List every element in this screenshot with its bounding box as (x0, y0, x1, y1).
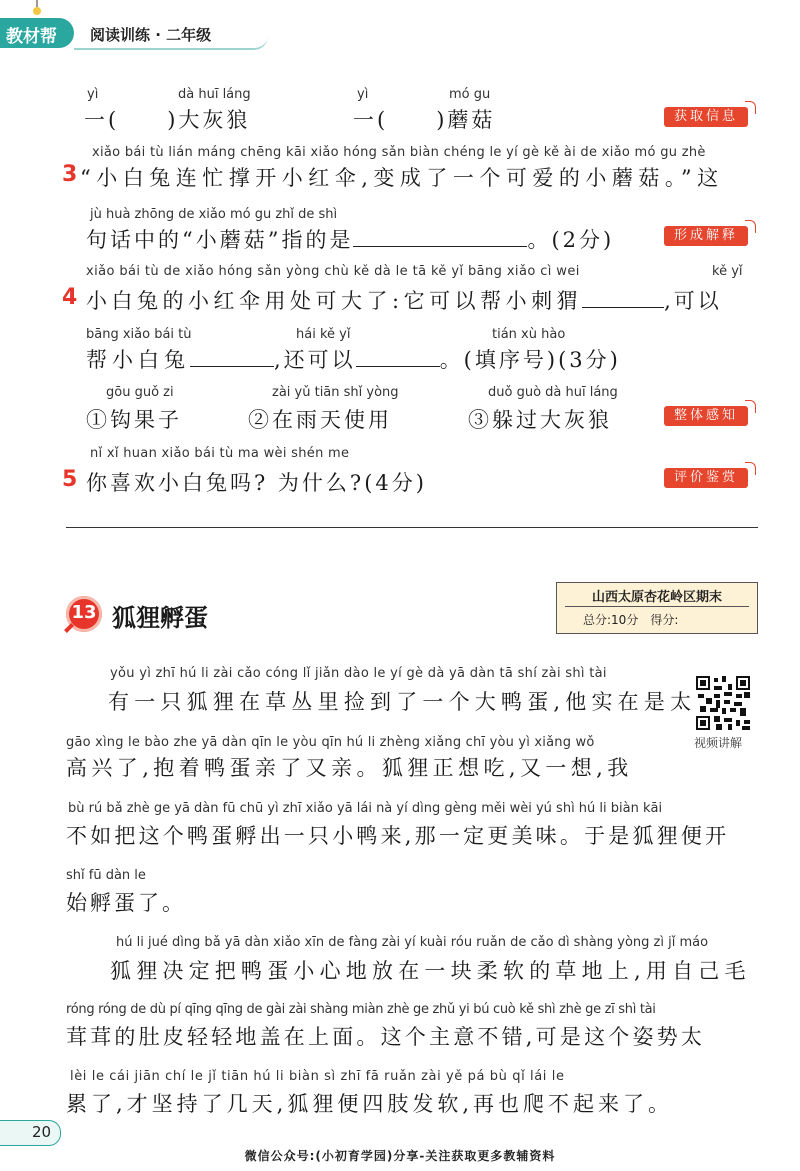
passage-line-6: 茸茸的肚皮轻轻地盖在上面。这个主意不错,可是这个姿势太 (66, 1025, 706, 1049)
lightbulb-icon (30, 0, 44, 16)
passage-line-2: 高兴了,抱着鸭蛋亲了又亲。狐狸正想吃,又一想,我 (66, 756, 633, 780)
tag-evaluation: 评价鉴赏 (664, 468, 748, 488)
qr-label: 视频讲解 (694, 736, 743, 750)
brand-name: 教材帮 (6, 27, 57, 47)
q4-option-pinyin-1: gōu guǒ zi (106, 385, 174, 400)
q2-pinyin-c: yì (357, 87, 369, 102)
q3-pinyin-1: xiǎo bái tù lián máng chēng kāi xiǎo hóng sǎn biàn chéng le yí gè kě ài de xiǎo mó gu zhè (92, 145, 706, 160)
passage-pinyin-7: lèi le cái jiān chí le jǐ tiān hú li biàn sì zhī fā ruǎn zài yě pá bù qǐ lái le (70, 1069, 565, 1084)
tag-form-explanation: 形成解释 (664, 226, 748, 246)
q4-blank-1[interactable] (582, 289, 664, 308)
q4-option-pinyin-2: zài yǔ tiān shǐ yòng (272, 385, 399, 400)
q4-text-2b: ,还可以 (274, 348, 356, 372)
passage-pinyin-2: gāo xìng le bào zhe yā dàn qīn le yòu qīn hú li zhèng xiǎng chī yòu yì xiǎng wǒ (66, 735, 595, 750)
passage-pinyin-6: róng róng de dù pí qīng qīng de gài zài shàng miàn zhè ge zhǔ yi bú cuò kě shì zhè ge zī shì tài (66, 1002, 656, 1017)
series-title: 阅读训练 · 二年级 (90, 26, 212, 44)
score-field: 总分:10分 得分: (583, 613, 679, 627)
lesson-title: 狐狸孵蛋 (112, 604, 208, 632)
q4-number: 4 (62, 285, 78, 310)
tag-get-info: 获取信息 (664, 107, 748, 127)
q4-pinyin-2a: bāng xiǎo bái tù (86, 327, 192, 342)
q4-text-1-end: ,可以 (664, 289, 722, 313)
exam-info-box (556, 582, 758, 634)
passage-pinyin-1: yǒu yì zhī hú li zài cǎo cóng lǐ jiǎn dào le yí gè dà yā dàn tā shí zài shì tài (110, 666, 607, 681)
exam-title: 山西太原杏花岭区期末 (591, 590, 722, 605)
passage-line-7: 累了,才坚持了几天,狐狸便四肢发软,再也爬不起来了。 (66, 1092, 674, 1116)
q2-pinyin-d: mó gu (449, 87, 491, 102)
q4-option-2: ②在雨天使用 (248, 408, 392, 432)
q4-blank-2[interactable] (190, 348, 274, 367)
q5-number: 5 (62, 467, 78, 492)
q3-text-1: “小白兔连忙撑开小红伞,变成了一个可爱的小蘑菇。”这 (80, 166, 724, 190)
q3-text-2-end: 。(2分) (527, 228, 615, 252)
q4-pinyin-2c: tián xù hào (492, 327, 566, 342)
qr-code[interactable] (696, 676, 750, 730)
q4-pinyin-2b: hái kě yǐ (296, 327, 351, 342)
q4-option-3: ③躲过大灰狼 (468, 408, 612, 432)
q2-item-b: 一( )蘑菇 (353, 108, 496, 132)
q3-line-2 (86, 224, 614, 254)
tag-overall-perception: 整体感知 (664, 406, 748, 426)
passage-line-1: 有一只狐狸在草丛里捡到了一个大鸭蛋,他实在是太 (108, 690, 697, 714)
passage-line-4: 始孵蛋了。 (66, 891, 186, 915)
q3-number: 3 (62, 162, 78, 187)
q3-text-2: 句话中的“小蘑菇”指的是 (86, 228, 354, 252)
passage-pinyin-4: shǐ fū dàn le (66, 868, 146, 883)
q3-pinyin-2: jù huà zhōng de xiǎo mó gu zhǐ de shì (90, 207, 338, 222)
page-number-tab (0, 1120, 61, 1146)
q3-answer-blank[interactable] (353, 228, 527, 247)
q4-blank-3[interactable] (356, 348, 440, 367)
passage-pinyin-5: hú li jué dìng bǎ yā dàn xiǎo xīn de fàng zài yí kuài róu ruǎn de cǎo dì shàng yòng zì jǐ máo (116, 935, 709, 950)
q4-line-1 (86, 285, 722, 315)
q2-item-a: 一( )大灰狼 (84, 108, 251, 132)
q4-option-pinyin-3: duǒ guò dà huī láng (488, 385, 618, 400)
page-number: 20 (32, 1123, 52, 1141)
q5-text: 你喜欢小白兔吗? 为什么?(4分) (86, 471, 427, 495)
q4-option-1: ①钩果子 (86, 408, 182, 432)
answer-line[interactable] (66, 527, 758, 528)
q4-line-2 (86, 344, 621, 374)
passage-pinyin-3: bù rú bǎ zhè ge yā dàn fū chū yì zhī xiǎo yā lái nà yí dìng gèng měi wèi yú shì hú li biàn kāi (68, 801, 663, 816)
q4-text-1: 小白兔的小红伞用处可大了:它可以帮小刺猬 (86, 289, 583, 313)
q4-text-2a: 帮小白兔 (86, 348, 190, 372)
footer-note: 微信公众号:(小初育学园)分享-关注获取更多教辅资料 (244, 1149, 556, 1163)
q2-pinyin-a: yì (87, 87, 99, 102)
q4-text-2c: 。(填序号)(3分) (439, 348, 621, 372)
header-bar (0, 0, 800, 56)
passage-line-5: 狐狸决定把鸭蛋小心地放在一块柔软的草地上,用自己毛 (110, 959, 751, 983)
passage-line-3: 不如把这个鸭蛋孵出一只小鸭来,那一定更美味。于是狐狸便开 (66, 824, 730, 848)
q5-pinyin: nǐ xǐ huan xiǎo bái tù ma wèi shén me (90, 446, 350, 461)
q4-pinyin-1b: kě yǐ (712, 264, 743, 279)
q2-pinyin-b: dà huī láng (178, 87, 251, 102)
lesson-number: 13 (71, 602, 97, 623)
q4-pinyin-1: xiǎo bái tù de xiǎo hóng sǎn yòng chù kě dà le tā kě yǐ bāng xiǎo cì wei (86, 264, 580, 279)
